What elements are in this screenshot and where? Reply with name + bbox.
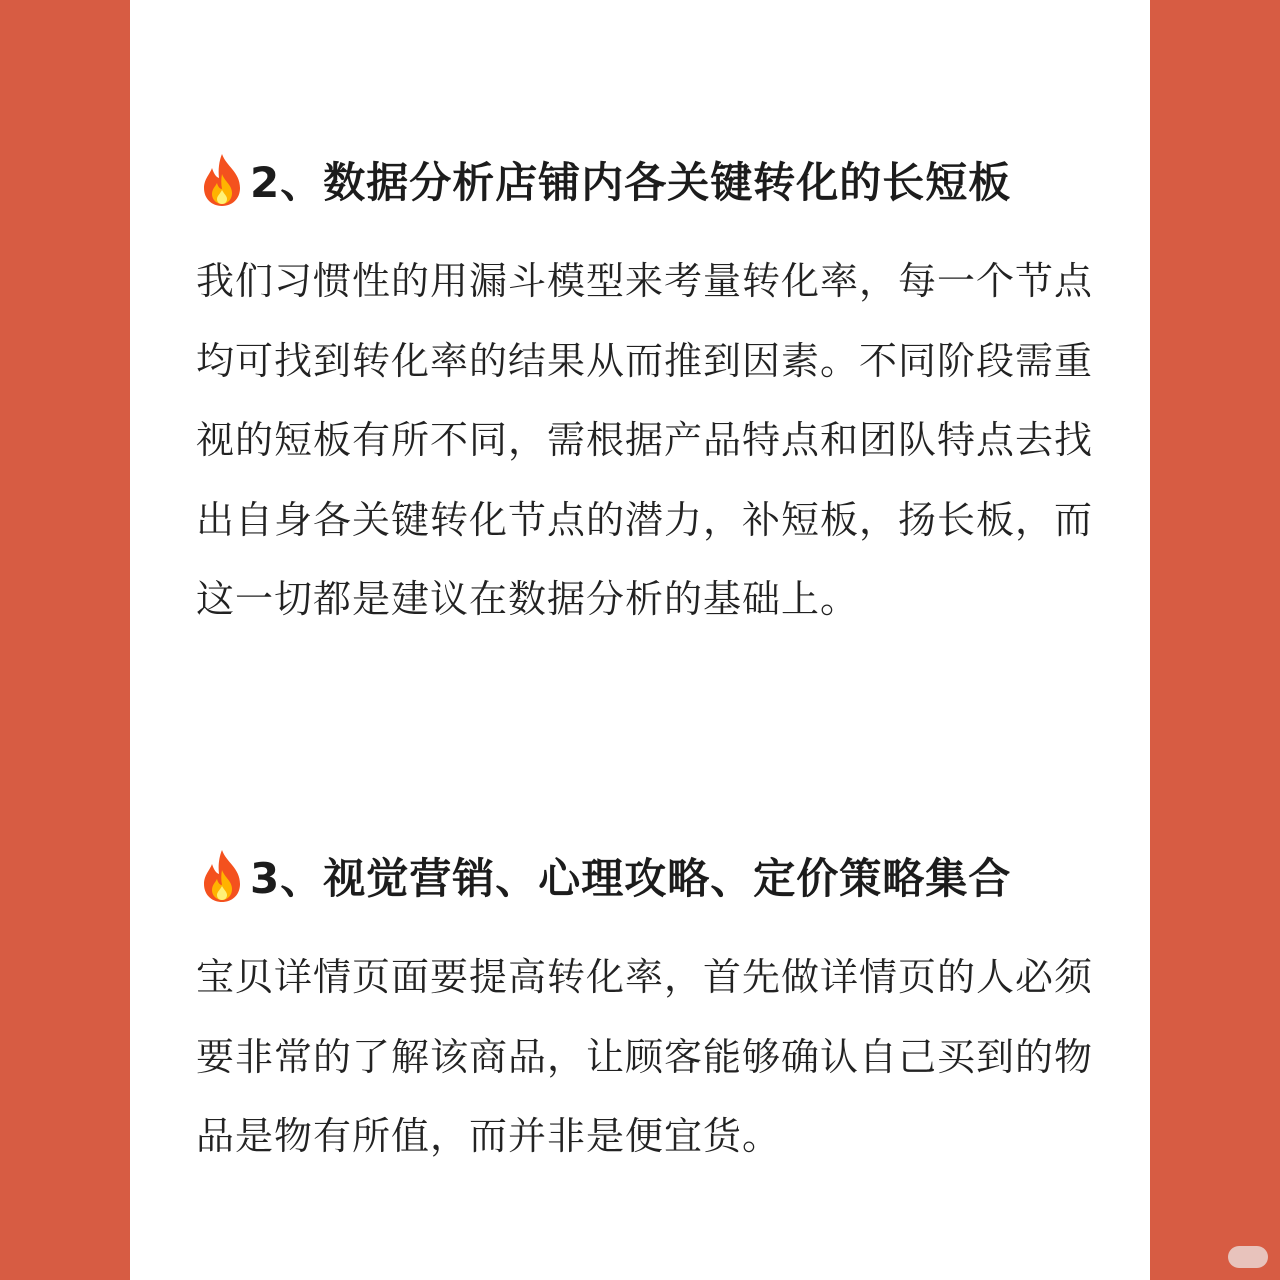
content-card [130, 0, 1150, 1280]
section-title: 3、视觉营销、心理攻略、定价策略集合 [250, 854, 1012, 903]
section-title: 2、数据分析店铺内各关键转化的长短板 [250, 158, 1012, 207]
section-data-analysis [196, 150, 1096, 640]
fire-icon [196, 848, 248, 904]
section-heading [196, 846, 1096, 906]
section-paragraph: 我们习惯性的用漏斗模型来考量转化率，每一个节点均可找到转化率的结果从而推到因素。不同阶段需重视的短板有所不同，需根据产品特点和团队特点去找出自身各关键转化节点的潜力，补短板，扬长板，而这一切都是建议在数据分析的基础上。 [196, 259, 1094, 621]
watermark-badge [1228, 1246, 1268, 1268]
section-paragraph: 宝贝详情页面要提高转化率，首先做详情页的人必须要非常的了解该商品，让顾客能够确认自己买到的物品是物有所值，而并非是便宜货。 [196, 955, 1094, 1158]
section-heading [196, 150, 1096, 210]
section-visual-marketing [196, 846, 1096, 1177]
fire-icon [196, 152, 248, 208]
